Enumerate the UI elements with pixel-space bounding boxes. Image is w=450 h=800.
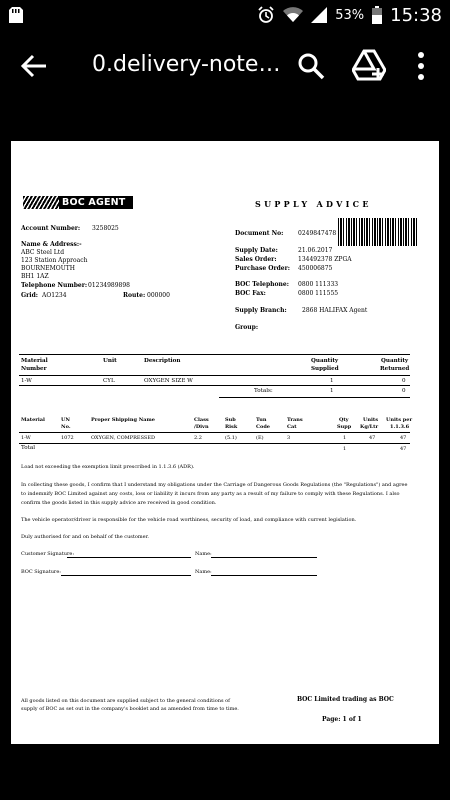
- table-cell: CYL: [103, 378, 115, 384]
- telephone-label: Telephone Number:: [21, 282, 88, 289]
- barcode: [338, 218, 418, 246]
- clock: 15:38: [390, 4, 442, 26]
- more-options-icon[interactable]: [413, 49, 429, 83]
- boc-telephone-label: BOC Telephone:: [235, 281, 289, 288]
- address-line: ABC Steel Ltd: [21, 249, 65, 256]
- name-label: Name:: [195, 569, 212, 575]
- total-label: Total: [21, 445, 36, 451]
- col-header: No.: [61, 424, 71, 430]
- add-to-drive-icon[interactable]: [352, 49, 386, 81]
- table-cell: 0: [402, 378, 406, 384]
- supply-date-label: Supply Date:: [235, 247, 278, 254]
- obligations-text: In collecting these goods, I confirm that I understand my obligations under the Carriage of Dangerous Goods Regulations (the "Regulations") and agree: [21, 482, 408, 488]
- battery-percent: 53%: [335, 7, 365, 23]
- supply-branch-label: Supply Branch:: [235, 307, 287, 314]
- address-line: 123 Station Approach: [21, 257, 88, 264]
- back-arrow-icon[interactable]: [18, 50, 50, 82]
- signature-line: [67, 557, 191, 558]
- table-cell: 47: [400, 435, 407, 441]
- alarm-icon: [257, 6, 275, 24]
- col-header: Units per: [386, 417, 413, 423]
- table-cell: OXYGEN SIZE W: [144, 378, 193, 384]
- table-cell: 1072: [61, 435, 74, 441]
- totals-label: Totals:: [254, 388, 273, 394]
- col-header: Material: [21, 417, 45, 423]
- name-line: [211, 557, 317, 558]
- boc-signature-label: BOC Signature:: [21, 569, 61, 575]
- col-header: Kg/Ltr: [360, 424, 379, 430]
- boc-trading-name: BOC Limited trading as BOC: [297, 696, 394, 703]
- col-header: Cat: [287, 424, 297, 430]
- document-no: 0249847478: [298, 230, 337, 237]
- route-value: 000000: [147, 292, 170, 299]
- col-header: Unit: [103, 358, 117, 364]
- document-page: [11, 141, 439, 744]
- logo-text: BOC AGENT: [62, 197, 126, 208]
- account-number-label: Account Number:: [21, 225, 81, 232]
- total-value: 1: [343, 446, 347, 452]
- vehicle-text: The vehicle operator/driver is responsible for the vehicle road worthiness, security of load, and compliance with current legislation.: [21, 517, 357, 523]
- document-title: 0.delivery-note…: [92, 52, 281, 77]
- address-line: BH1 1AZ: [21, 273, 49, 280]
- col-header: Description: [144, 358, 181, 364]
- table-rule: [19, 354, 410, 355]
- col-header: 1.1.3.6: [390, 424, 410, 430]
- authorised-text: Duly authorised for and on behalf of the customer.: [21, 534, 150, 540]
- table-cell: 1-W: [21, 378, 32, 384]
- col-header: Risk: [225, 424, 238, 430]
- purchase-order: 450006875: [298, 265, 333, 272]
- col-header: /Divn: [194, 424, 209, 430]
- customer-signature-label: Customer Signature:: [21, 551, 75, 557]
- table-cell: 1-W: [21, 435, 31, 441]
- name-label: Name:: [195, 551, 212, 557]
- load-exemption-text: Load not exceeding the exemption limit prescribed in 1.1.3.6 (ADR).: [21, 464, 195, 470]
- obligations-text: to indemnify BOC Limited against any costs, loss or liability it incurs from any party as a result of my failure to comply with these Regulations. I also: [21, 491, 400, 497]
- grid-value: AO1234: [42, 292, 67, 299]
- supply-advice-heading: SUPPLY ADVICE: [255, 199, 372, 209]
- table-cell: 2.2: [194, 435, 202, 441]
- table-rule: [219, 397, 410, 398]
- col-header: Sub: [225, 417, 236, 423]
- app-bar: [0, 30, 450, 102]
- boc-agent-logo: [23, 196, 133, 209]
- telephone: 01234989898: [88, 282, 130, 289]
- logo-stripes: [23, 196, 59, 209]
- table-cell: 1: [330, 378, 334, 384]
- col-header: Proper Shipping Name: [91, 417, 155, 423]
- col-header: Number: [21, 366, 47, 372]
- table-cell: (5.1): [225, 435, 237, 441]
- table-rule: [19, 443, 410, 444]
- table-rule: [19, 432, 410, 433]
- sd-card-icon: [8, 6, 24, 24]
- col-header: Returned: [380, 366, 410, 372]
- table-cell: OXYGEN, COMPRESSED: [91, 435, 155, 441]
- signature-line: [61, 575, 191, 576]
- col-header: Qty: [339, 417, 349, 423]
- signal-icon: [311, 7, 327, 23]
- page-number: Page: 1 of 1: [322, 716, 362, 723]
- totals-value: 1: [330, 388, 334, 394]
- table-cell: 1: [343, 435, 347, 441]
- table-cell: 3: [287, 435, 291, 441]
- boc-telephone: 0800 111333: [298, 281, 339, 288]
- account-number: 3258025: [92, 225, 119, 232]
- totals-value: 0: [402, 388, 406, 394]
- table-cell: 47: [369, 435, 376, 441]
- search-icon[interactable]: [296, 51, 326, 81]
- table-rule: [19, 385, 410, 386]
- name-line: [211, 575, 317, 576]
- col-header: Code: [256, 424, 270, 430]
- col-header: Supplied: [311, 366, 339, 372]
- sales-order-label: Sales Order:: [235, 256, 277, 263]
- col-header: Quantity: [311, 358, 339, 364]
- col-header: Class: [194, 417, 209, 423]
- supply-branch: 2868 HALIFAX Agent: [302, 307, 368, 314]
- table-rule: [19, 375, 410, 376]
- purchase-order-label: Purchase Order:: [235, 265, 290, 272]
- group-label: Group:: [235, 324, 259, 331]
- col-header: Trans: [287, 417, 303, 423]
- boc-fax-label: BOC Fax:: [235, 290, 266, 297]
- col-header: Units: [363, 417, 379, 423]
- route-label: Route:: [123, 292, 146, 299]
- address-line: BOURNEMOUTH: [21, 265, 75, 272]
- col-header: Tun: [256, 417, 267, 423]
- table-cell: (E): [256, 435, 264, 441]
- sales-order: 134492378 ZPGA: [298, 256, 352, 263]
- obligations-text: confirm the goods listed in this supply advice are received in good condition.: [21, 500, 217, 506]
- col-header: Material: [21, 358, 48, 364]
- battery-icon: [372, 6, 382, 24]
- supply-date: 21.06.2017: [298, 247, 333, 254]
- name-address-label: Name & Address:-: [21, 241, 82, 248]
- total-value: 47: [400, 446, 407, 452]
- status-bar: [0, 0, 450, 30]
- boc-fax: 0800 111555: [298, 290, 339, 297]
- footer-conditions: All goods listed on this document are supplied subject to the general conditions of: [21, 698, 230, 704]
- col-header: UN: [61, 417, 70, 423]
- wifi-icon: [283, 7, 303, 23]
- document-no-label: Document No:: [235, 230, 284, 237]
- col-header: Quantity: [381, 358, 409, 364]
- footer-conditions: supply of BOC as set out in the company's booklet and as amended from time to time.: [21, 706, 239, 712]
- grid-label: Grid:: [21, 292, 38, 299]
- col-header: Supp: [337, 424, 352, 430]
